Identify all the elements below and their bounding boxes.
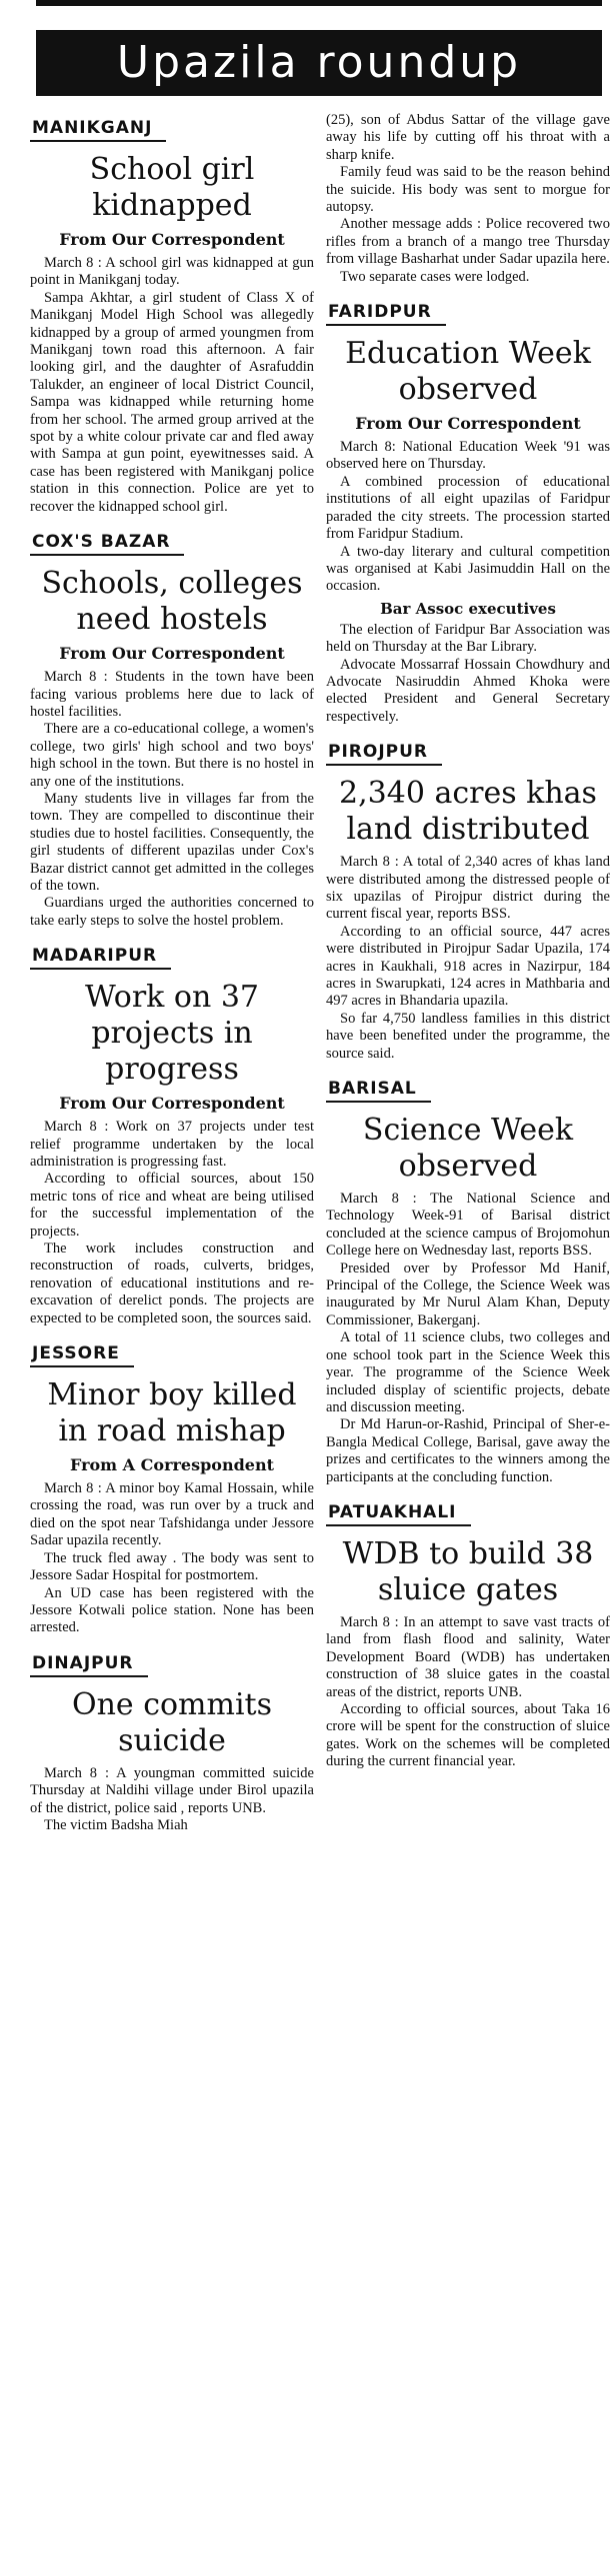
story-paragraph: March 8 : A youngman committed suicide Thursday at Naldihi village under Birol upazila of the district, police said , reports UNB. <box>30 1764 314 1816</box>
story-paragraph: Family feud was said to be the reason behind the suicide. His body was sent to morgue for autopsy. <box>326 164 610 216</box>
story-paragraph: March 8 : Students in the town have been facing various problems here due to lack of hostel facilities. <box>30 669 314 720</box>
story-paragraph: A total of 11 science clubs, two colleges and one school took part in the Science Week this year. The programme of the Science Week included display of scientific projects, debate and discussion meeting. <box>326 1329 610 1415</box>
district-label: BARISAL <box>326 1077 431 1103</box>
story-paragraph: March 8 : A school girl was kidnapped at gun point in Manikganj today. <box>30 255 314 289</box>
story-headline: Schools, colleges need hostels <box>41 566 303 638</box>
story-dinajpur <box>30 1647 314 1835</box>
story-patuakhali <box>326 1496 610 1771</box>
story-subheading: Bar Assoc executives <box>380 599 556 618</box>
story-paragraph: Advocate Mossarraf Hossain Chowdhury and Advocate Nasiruddin Ahmed Khoka were elected President and General Secretary respectively. <box>326 656 610 725</box>
story-headline: Education Week observed <box>345 336 591 408</box>
story-paragraph: According to official sources, about 150 metric tons of rice and wheat are being utilised for the successful implementation of the projects. <box>30 1171 314 1240</box>
story-headline: One commits suicide <box>71 1686 272 1758</box>
story-headline: 2,340 acres khas land distributed <box>339 776 597 848</box>
story-byline: From A Correspondent <box>70 1455 274 1475</box>
story-paragraph: Sampa Akhtar, a girl student of Class X of Manikganj Model High School was allegedly kidnapped by a group of armed youngmen from Manikganj town road this afternoon. A fair looking girl, and the daughter of Asrafuddin Talukder, an engineer of local District Council, Sampa was kidnapped while returning home from her school. The armed group arrived at the spot by a white colour private car and fled away with Sampa at gun point, eyewitnesses said. A case has been registered with Manikganj police station in this connection. Police are yet to recover the kidnapped school girl. <box>30 289 314 515</box>
district-label: MANIKGANJ <box>30 116 166 142</box>
story-headline: Science Week observed <box>362 1113 574 1185</box>
story-byline: From Our Correspondent <box>59 644 285 664</box>
story-dinajpur-continued <box>326 112 610 286</box>
district-label: MADARIPUR <box>30 944 171 970</box>
story-barisal <box>326 1073 610 1486</box>
story-coxs-bazar <box>30 526 314 930</box>
story-byline: From Our Correspondent <box>355 414 581 434</box>
story-paragraph: March 8 : In an attempt to save vast tracts of land from flash flood and salinity, Water Development Board (WDB) has undertaken construction of 38 sluice gates in the coastal areas of the district, reports UNB. <box>326 1613 610 1700</box>
story-headline: School girl kidnapped <box>89 152 255 223</box>
story-byline: From Our Correspondent <box>59 230 285 249</box>
story-manikganj <box>30 112 314 516</box>
story-paragraph: March 8 : The National Science and Technology Week-91 of Barisal district concluded at the science campus of Brojomohun College here on Wednesday last, reports BSS. <box>326 1191 610 1260</box>
story-madaripur <box>30 940 314 1327</box>
story-paragraph: A two-day literary and cultural competition was organised at Kabi Jasimuddin Hall on the occasion. <box>326 543 610 595</box>
story-paragraph: Dr Md Harun-or-Rashid, Principal of Sher-e-Bangla Medical College, Barisal, gave away the prizes and certificates to the winners among the participants at the concluding function. <box>326 1416 610 1485</box>
story-paragraph: There are a co-educational college, a women's college, two girls' high school and two boys' high school in the town. But there is no hostel in any one of the institutions. <box>30 721 314 790</box>
district-label: DINAJPUR <box>30 1651 148 1677</box>
story-paragraph: The work includes construction and reconstruction of roads, culverts, bridges, renovation of educational institutions and re-excavation of derelict ponds. The projects are expected to be completed soon, the sources said. <box>30 1241 314 1326</box>
story-paragraph: (25), son of Abdus Sattar of the village gave away his life by cutting off his throat with a sharp knife. <box>326 112 610 163</box>
district-label: COX'S BAZAR <box>30 530 184 556</box>
story-faridpur <box>326 296 610 726</box>
story-paragraph: The victim Badsha Miah <box>44 1816 188 1833</box>
top-rule <box>36 0 602 6</box>
story-headline: WDB to build 38 sluice gates <box>342 1535 594 1607</box>
district-label: PIROJPUR <box>326 740 442 766</box>
story-headline: Work on 37 projects in progress <box>84 980 259 1088</box>
story-paragraph: Another message adds : Police recovered two rifles from a branch of a mango tree Thursday from village Basharhat under Sadar upazila here. <box>326 216 610 268</box>
story-paragraph: March 8 : A minor boy Kamal Hossain, while crossing the road, was run over by a truck and died on the spot near Tafshidanga under Jessore Sadar upazila recently. <box>30 1480 314 1549</box>
story-paragraph: So far 4,750 landless families in this district have been benefited under the programme, the source said. <box>326 1010 610 1062</box>
left-column <box>30 112 314 1844</box>
story-headline: Minor boy killed in road mishap <box>47 1377 297 1449</box>
story-paragraph: Presided over by Professor Md Hanif, Principal of the College, the Science Week was inaugurated by Mr Nurul Alam Khan, Deputy Commissioner, Bakerganj. <box>326 1260 610 1328</box>
story-pirojpur <box>326 736 610 1063</box>
district-label: PATUAKHALI <box>326 1500 471 1526</box>
story-paragraph: Guardians urged the authorities concerned to take early steps to solve the hostel problem. <box>30 895 314 929</box>
right-column <box>326 112 610 1781</box>
story-paragraph: March 8 : A total of 2,340 acres of khas land were distributed among the distressed people of six upazilas of Pirojpur district during the current fiscal year, reports BSS. <box>326 854 610 923</box>
story-paragraph: March 8: National Education Week '91 was observed here on Thursday. <box>326 439 610 473</box>
district-label: JESSORE <box>30 1341 134 1367</box>
story-byline: From Our Correspondent <box>59 1094 285 1114</box>
story-paragraph: The election of Faridpur Bar Association was held on Thursday at the Bar Library. <box>326 621 610 656</box>
district-label: FARIDPUR <box>326 300 446 326</box>
story-paragraph: Many students live in villages far from the town. They are compelled to discontinue their studies due to hostel facilities. Consequently, the girl students of different upazilas under Cox's Bazar district cannot get admitted in the colleges of the town. <box>30 790 314 894</box>
story-jessore <box>30 1337 314 1637</box>
story-paragraph: The truck fled away . The body was sent to Jessore Sadar Hospital for postmortem. <box>30 1549 314 1584</box>
page-title: Upazila roundup <box>36 30 602 96</box>
story-paragraph: An UD case has been registered with the Jessore Kotwali police station. None has been arrested. <box>30 1584 314 1636</box>
story-paragraph: According to an official source, 447 acres were distributed in Pirojpur Sadar Upazila, 174 acres in Kaukhali, 918 acres in Nazirpur, 184 acres in Swarupkati, 124 acres in Mathbaria and 497 acres in Bhandaria upazila. <box>326 923 610 1010</box>
story-paragraph: According to official sources, about Taka 16 crore will be spent for the construction of sluice gates. Work on the schemes will be completed during the current financial year. <box>326 1700 610 1770</box>
story-paragraph: March 8 : Work on 37 projects under test relief programme undertaken by the local administration is progressing fast. <box>30 1119 314 1170</box>
story-paragraph: A combined procession of educational institutions of all eight upazilas of Faridpur paraded the city streets. The procession started from Faridpur Stadium. <box>326 473 610 543</box>
story-paragraph: Two separate cases were lodged. <box>340 268 530 285</box>
